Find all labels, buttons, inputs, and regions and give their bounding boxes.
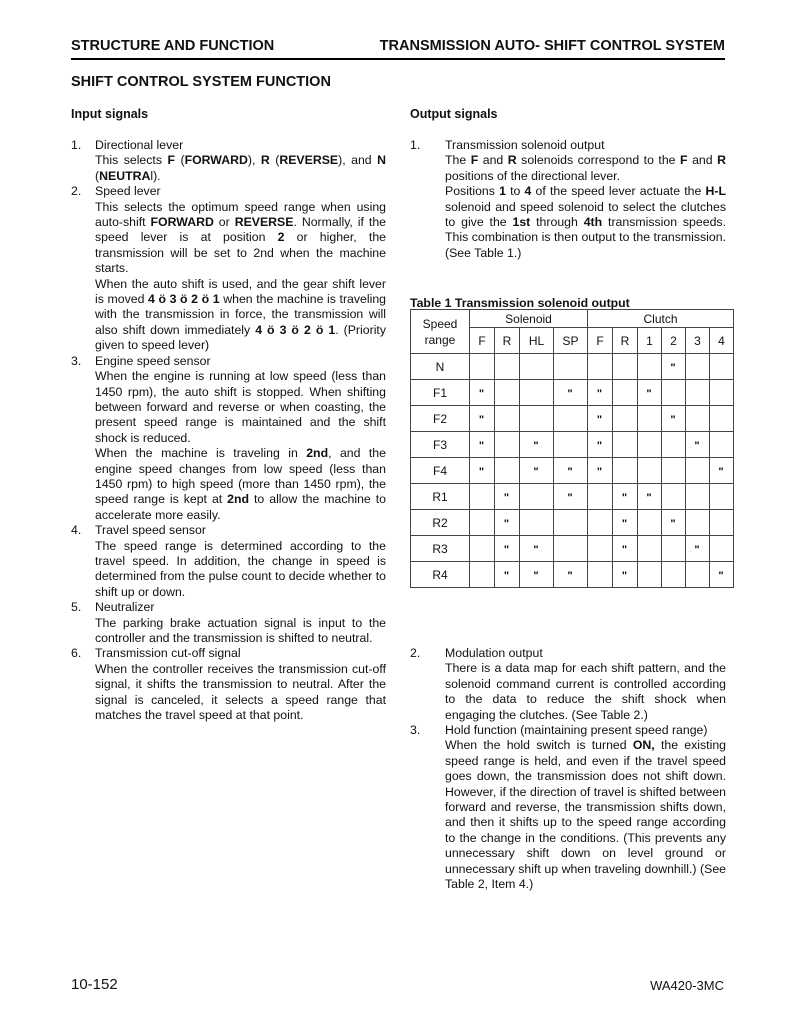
speed-range-cell: F3	[411, 432, 470, 458]
speed-range-cell: R2	[411, 510, 470, 536]
energized-mark-cell: "	[495, 536, 520, 562]
list-item: 6. Transmission cut-off signal When the controller receives the transmission cut-off signal, it shifts the transmission to neutral. After the signal is canceled, it selects a speed range that matches the travel speed at that point.	[71, 646, 386, 723]
table-row	[411, 354, 734, 380]
energized-mark-cell: "	[588, 380, 613, 406]
empty-cell	[554, 354, 588, 380]
empty-cell	[662, 536, 686, 562]
header-section: STRUCTURE AND FUNCTION	[71, 38, 275, 54]
list-item: 3. Engine speed sensor When the engine is running at low speed (less than 1450 rpm), the auto shift is stopped. When shifting between forward and reverse or when coasting, the present speed range is maintained and the shift shock is reduced. When the machine is traveling in 2nd, and the engine speed changes from low speed (less than 1450 rpm) to high speed (more than 1450 rpm), the speed range is kept at 2nd to allow the machine to accelerate more easily.	[71, 353, 386, 522]
energized-mark-cell: "	[554, 380, 588, 406]
paragraph: There is a data map for each shift pattern, and the solenoid command current is controlled according to the data to reduce the shift shock when engaging the clutches. (See Table 2.)	[445, 661, 726, 722]
table-row	[411, 406, 734, 432]
energized-mark-cell: "	[554, 562, 588, 588]
empty-cell	[710, 406, 734, 432]
page-header	[71, 36, 725, 60]
speed-range-cell: R1	[411, 484, 470, 510]
empty-cell	[686, 354, 710, 380]
solenoid-table	[410, 309, 734, 588]
energized-mark-cell: "	[613, 536, 638, 562]
page-title: SHIFT CONTROL SYSTEM FUNCTION	[71, 74, 331, 90]
table-row	[411, 484, 734, 510]
energized-mark-cell: "	[470, 380, 495, 406]
energized-mark-cell: "	[662, 354, 686, 380]
speed-range-cell: F1	[411, 380, 470, 406]
list-item: 1. Transmission solenoid output The F and R solenoids correspond to the F and R positions of the directional lever. Positions 1 to 4 of the speed lever actuate the H-L solenoid and speed solenoid to select the clutches to give the 1st through 4th transmission speeds. This combination is then output to the transmission. (See Table 1.)	[410, 138, 727, 260]
empty-cell	[554, 536, 588, 562]
paragraph: The F and R solenoids correspond to the F and R positions of the directional lever.	[445, 153, 726, 183]
empty-cell	[588, 484, 613, 510]
empty-cell	[638, 432, 662, 458]
column-header: SP	[554, 328, 588, 354]
energized-mark-cell: "	[662, 510, 686, 536]
energized-mark-cell: "	[520, 562, 554, 588]
table-row	[411, 536, 734, 562]
paragraph: When the engine is running at low speed (less than 1450 rpm), the auto shift is stopped. When shifting between forward and reverse or when coasting, the present speed range is maintained and the shift shock is reduced.	[95, 369, 386, 445]
empty-cell	[470, 510, 495, 536]
paragraph: When the auto shift is used, and the gear shift lever is moved 4 ö 3 ö 2 ö 1 when the machine is traveling with the transmission in force, the transmission will also shift down immediately 4 ö 3 ö 2 ö 1. (Priority given to speed lever)	[95, 276, 387, 353]
table-row	[411, 562, 734, 588]
paragraph: When the machine is traveling in 2nd, and the engine speed changes from low speed (less than 1450 rpm) to high speed (more than 1450 rpm), the speed range is kept at 2nd to allow the machine to accelerate more easily.	[95, 446, 386, 522]
energized-mark-cell: "	[686, 432, 710, 458]
output-column-top	[410, 138, 726, 261]
empty-cell	[613, 406, 638, 432]
paragraph: Positions 1 to 4 of the speed lever actuate the H-L solenoid and speed solenoid to select the clutches to give the 1st through 4th transmission speeds. This combination is then output to the transmission. (See Table 1.)	[445, 184, 727, 260]
list-item: 1. Directional lever This selects F (FORWARD), R (REVERSE), and N (NEUTRAl).	[71, 138, 386, 183]
empty-cell	[613, 458, 638, 484]
energized-mark-cell: "	[520, 536, 554, 562]
energized-mark-cell: "	[470, 432, 495, 458]
energized-mark-cell: "	[470, 406, 495, 432]
empty-cell	[470, 354, 495, 380]
column-header: 1	[638, 328, 662, 354]
empty-cell	[588, 536, 613, 562]
energized-mark-cell: "	[588, 406, 613, 432]
list-item: 5. Neutralizer The parking brake actuation signal is input to the controller and the transmission is shifted to neutral.	[71, 600, 386, 645]
energized-mark-cell: "	[495, 510, 520, 536]
energized-mark-cell: "	[554, 484, 588, 510]
empty-cell	[520, 510, 554, 536]
list-item: 4. Travel speed sensor The speed range is determined according to the travel speed. In addition, the change in speed is determined from the pulse count to decide whether to shift up or down.	[71, 523, 386, 599]
energized-mark-cell: "	[588, 432, 613, 458]
empty-cell	[662, 380, 686, 406]
paragraph: The speed range is determined according to the travel speed. In addition, the change in speed is determined from the pulse count to decide whether to shift up or down.	[95, 538, 386, 599]
empty-cell	[662, 484, 686, 510]
energized-mark-cell: "	[710, 562, 734, 588]
column-header: HL	[520, 328, 554, 354]
header-topic: TRANSMISSION AUTO- SHIFT CONTROL SYSTEM	[379, 38, 725, 54]
solenoid-group-header: Solenoid	[470, 310, 588, 328]
energized-mark-cell: "	[554, 458, 588, 484]
empty-cell	[638, 536, 662, 562]
empty-cell	[495, 354, 520, 380]
energized-mark-cell: "	[520, 458, 554, 484]
page-number: 10-152	[71, 976, 118, 993]
column-header: R	[495, 328, 520, 354]
paragraph: When the controller receives the transmission cut-off signal, it shifts the transmission to neutral. After the signal is canceled, it selects a speed range that matches the travel speed at that point.	[95, 661, 386, 723]
energized-mark-cell: "	[638, 380, 662, 406]
energized-mark-cell: "	[686, 536, 710, 562]
empty-cell	[686, 510, 710, 536]
empty-cell	[495, 458, 520, 484]
energized-mark-cell: "	[638, 484, 662, 510]
empty-cell	[495, 380, 520, 406]
table-row	[411, 380, 734, 406]
empty-cell	[470, 562, 495, 588]
energized-mark-cell: "	[495, 562, 520, 588]
output-heading: Output signals	[410, 107, 498, 121]
empty-cell	[686, 562, 710, 588]
empty-cell	[520, 354, 554, 380]
speed-range-cell: F2	[411, 406, 470, 432]
empty-cell	[520, 484, 554, 510]
empty-cell	[662, 432, 686, 458]
empty-cell	[495, 432, 520, 458]
speed-range-cell: R3	[411, 536, 470, 562]
speed-range-cell: N	[411, 354, 470, 380]
column-header: 3	[686, 328, 710, 354]
energized-mark-cell: "	[588, 458, 613, 484]
empty-cell	[638, 406, 662, 432]
empty-cell	[613, 432, 638, 458]
empty-cell	[686, 458, 710, 484]
empty-cell	[710, 484, 734, 510]
energized-mark-cell: "	[613, 484, 638, 510]
paragraph: The parking brake actuation signal is input to the controller and the transmission is shifted to neutral.	[95, 615, 386, 645]
empty-cell	[710, 510, 734, 536]
empty-cell	[638, 458, 662, 484]
input-column	[71, 138, 386, 723]
empty-cell	[588, 354, 613, 380]
empty-cell	[686, 380, 710, 406]
empty-cell	[638, 354, 662, 380]
empty-cell	[520, 380, 554, 406]
column-header: F	[470, 328, 495, 354]
empty-cell	[588, 562, 613, 588]
model-code: WA420-3MC	[650, 978, 724, 993]
paragraph: This selects F (FORWARD), R (REVERSE), and N (NEUTRAl).	[95, 153, 386, 183]
column-header: 2	[662, 328, 686, 354]
empty-cell	[588, 510, 613, 536]
energized-mark-cell: "	[495, 484, 520, 510]
table-row	[411, 510, 734, 536]
table-row	[411, 458, 734, 484]
empty-cell	[662, 562, 686, 588]
empty-cell	[470, 536, 495, 562]
empty-cell	[554, 510, 588, 536]
empty-cell	[520, 406, 554, 432]
table-caption: Table 1 Transmission solenoid output	[410, 296, 630, 310]
empty-cell	[710, 380, 734, 406]
list-item: 2. Modulation output There is a data map for each shift pattern, and the solenoid command current is controlled according to the data to reduce the shift shock when engaging the clutches. (See Table 2.)	[410, 646, 726, 722]
energized-mark-cell: "	[470, 458, 495, 484]
paragraph: When the hold switch is turned ON, the existing speed range is held, and even if the travel speed goes down, the transmission does not shift down. However, if the direction of travel is shifted between forward and reverse, the transmission shifts down, and then it shifts up to the speed range according to the change in the conditions. (This prevents any unnecessary shift down on level ground or unnecessary shift up when traveling downhill.) (See Table 2, Item 4.)	[445, 738, 726, 892]
empty-cell	[686, 484, 710, 510]
column-header: 4	[710, 328, 734, 354]
speed-range-header: Speed range	[411, 310, 470, 354]
energized-mark-cell: "	[662, 406, 686, 432]
empty-cell	[495, 406, 520, 432]
empty-cell	[613, 354, 638, 380]
empty-cell	[710, 536, 734, 562]
speed-range-cell: R4	[411, 562, 470, 588]
paragraph: This selects the optimum speed range when using auto-shift FORWARD or REVERSE. Normally, if the speed lever is at position 2 or higher, the transmission will be set to 2nd when the machine starts.	[95, 199, 387, 276]
column-header: F	[588, 328, 613, 354]
empty-cell	[470, 484, 495, 510]
empty-cell	[638, 562, 662, 588]
empty-cell	[686, 406, 710, 432]
list-item: 3. Hold function (maintaining present speed range) When the hold switch is turned ON, the existing speed range is held, and even if the travel speed goes down, the transmission does not shift down. However, if the direction of travel is shifted between forward and reverse, the transmission shifts down, and then it shifts up to the speed range according to the change in the conditions. (This prevents any unnecessary shift down on level ground or unnecessary shift up when traveling downhill.) (See Table 2, Item 4.)	[410, 723, 726, 892]
speed-range-cell: F4	[411, 458, 470, 484]
empty-cell	[710, 354, 734, 380]
energized-mark-cell: "	[520, 432, 554, 458]
energized-mark-cell: "	[613, 510, 638, 536]
empty-cell	[638, 510, 662, 536]
list-item: 2. Speed lever This selects the optimum speed range when using auto-shift FORWARD or REVERSE. Normally, if the speed lever is at position 2 or higher, the transmission will be set to 2nd when the machine starts. When the auto shift is used, and the gear shift lever is moved 4 ö 3 ö 2 ö 1 when the machine is traveling with the transmission in force, the transmission will also shift down immediately 4 ö 3 ö 2 ö 1. (Priority given to speed lever)	[71, 184, 387, 353]
empty-cell	[662, 458, 686, 484]
energized-mark-cell: "	[710, 458, 734, 484]
table-row	[411, 432, 734, 458]
empty-cell	[710, 432, 734, 458]
empty-cell	[613, 380, 638, 406]
energized-mark-cell: "	[613, 562, 638, 588]
empty-cell	[554, 432, 588, 458]
empty-cell	[554, 406, 588, 432]
column-header: R	[613, 328, 638, 354]
input-heading: Input signals	[71, 107, 149, 121]
clutch-group-header: Clutch	[588, 310, 734, 328]
output-column-bottom	[410, 646, 726, 893]
